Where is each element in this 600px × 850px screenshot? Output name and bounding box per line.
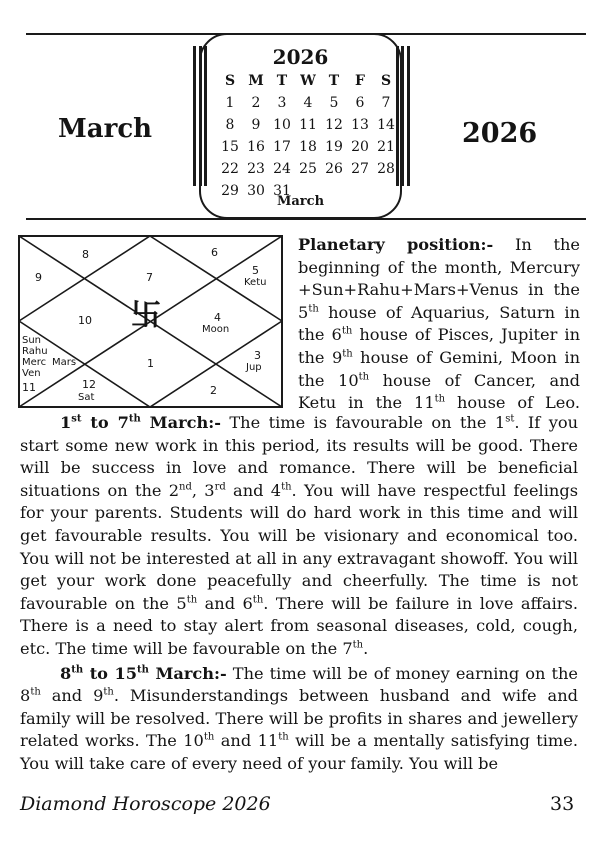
- calendar-left-bars: [193, 46, 207, 186]
- calendar-year: 2026: [272, 45, 329, 69]
- year-title: 2026: [462, 118, 538, 149]
- calendar-day: 6: [355, 95, 365, 111]
- weekday-header: T: [276, 73, 288, 89]
- calendar-day: 4: [303, 95, 313, 111]
- planet-ven: Ven: [22, 368, 41, 379]
- calendar-day: 15: [221, 139, 239, 155]
- planet-merc: Merc: [22, 357, 47, 368]
- planet-mars: Mars: [52, 357, 77, 368]
- horoscope-chart: [18, 235, 283, 408]
- house-number-2: 2: [210, 384, 217, 397]
- house-number-6: 6: [211, 246, 218, 259]
- house-number-7: 7: [146, 271, 153, 284]
- calendar-day: 2: [251, 95, 261, 111]
- calendar-day: 9: [251, 117, 261, 133]
- footer-book-title: Diamond Horoscope 2026: [20, 793, 271, 815]
- calendar-right-bars: [396, 46, 410, 186]
- calendar-day: 19: [325, 139, 343, 155]
- section-march-1-7: 1st to 7th March:- The time is favourable on the 1st. If you start some new work in this period, its results will be good. There will be success in love and romance. There will be beneficial situations on the 2nd, 3rd and 4th. You will have respectful feelings for your parents. Students will do hard work in this time and will get favourable results. You will be visionary and economical too. You will not be interested at all in any extravagant showoff. You will get your work done peacefully and cheerfully. The time is not favourable on the 5th and 6th. There will be failure in love affairs. There is a need to stay alert from seasonal diseases, cold, cough, etc. The time will be favourable on the 7th.: [20, 413, 579, 658]
- calendar-day: 30: [247, 183, 265, 199]
- house-number-3: 3: [254, 349, 261, 362]
- calendar-day: 10: [273, 117, 291, 133]
- calendar-day: 8: [225, 117, 235, 133]
- house-number-10: 10: [78, 314, 92, 327]
- calendar-day: 28: [377, 161, 395, 177]
- calendar-day: 3: [277, 95, 287, 111]
- calendar-day: 12: [325, 117, 343, 133]
- section-march-8-15: 8th to 15th March:- The time will be of money earning on the 8th and 9th. Misunderstandings between husband and wife and family will be resolved. There will be profits in shares and jewellery related works. The 10th and 11th will be a mentally satisfying time. You will take care of every need of your family. You will be: [20, 663, 579, 773]
- calendar-month: March: [276, 194, 325, 209]
- weekday-header: T: [328, 73, 340, 89]
- house-number-11: 11: [22, 381, 36, 394]
- house-number-8: 8: [82, 248, 89, 261]
- weekday-header: M: [248, 73, 264, 89]
- planet-sat: Sat: [78, 392, 95, 403]
- weekday-header: S: [224, 73, 236, 89]
- calendar-day: 16: [247, 139, 265, 155]
- calendar-day: 29: [221, 183, 239, 199]
- planet-jup: Jup: [246, 362, 262, 373]
- calendar-day: 25: [299, 161, 317, 177]
- body-text: [20, 412, 578, 776]
- calendar-day: 21: [377, 139, 395, 155]
- calendar-day: 5: [329, 95, 339, 111]
- month-title: March: [58, 114, 153, 144]
- calendar-day: 24: [273, 161, 291, 177]
- planet-sun: Sun: [22, 335, 42, 346]
- house-number-5: 5: [252, 264, 259, 277]
- section-heading: 8th to 15th March:-: [60, 663, 227, 683]
- calendar-day: 26: [325, 161, 343, 177]
- calendar-day: 22: [221, 161, 239, 177]
- calendar-day: 7: [381, 95, 391, 111]
- calendar-day: 11: [299, 117, 317, 133]
- weekday-header: W: [300, 73, 316, 89]
- mini-calendar: [199, 33, 402, 219]
- swastika-symbol: 卐: [131, 298, 161, 333]
- calendar-day: 14: [377, 117, 395, 133]
- weekday-header: F: [355, 73, 365, 89]
- calendar-grid: [217, 73, 399, 205]
- calendar-day: 1: [225, 95, 235, 111]
- planet-ketu: Ketu: [244, 277, 267, 288]
- planet-moon: Moon: [202, 324, 230, 335]
- calendar-day: 13: [351, 117, 369, 133]
- calendar-day: 27: [351, 161, 369, 177]
- house-number-1: 1: [147, 357, 154, 370]
- page-number: 33: [550, 793, 575, 815]
- section-heading: 1st to 7th March:-: [60, 413, 221, 432]
- house-number-4: 4: [214, 311, 221, 324]
- house-number-9: 9: [35, 271, 42, 284]
- calendar-day: 18: [299, 139, 317, 155]
- house-number-12: 12: [82, 378, 96, 391]
- calendar-day: 31: [273, 183, 291, 199]
- weekday-header: S: [380, 73, 392, 89]
- calendar-day: 23: [247, 161, 265, 177]
- planet-rahu: Rahu: [22, 346, 48, 357]
- calendar-day: 20: [351, 139, 369, 155]
- planetary-heading: Planetary position:-: [298, 235, 494, 254]
- planetary-position-paragraph: Planetary position:- In the beginning of the month, Mercury +Sun+Rahu+Mars+Venus in the 5th house of Aquarius, Saturn in the 6th house of Pisces, Jupiter in the 9th house of Gemini, Moon in the 10th house of Cancer, and Ketu in the 11th house of Leo.: [298, 235, 580, 413]
- calendar-day: 17: [273, 139, 291, 155]
